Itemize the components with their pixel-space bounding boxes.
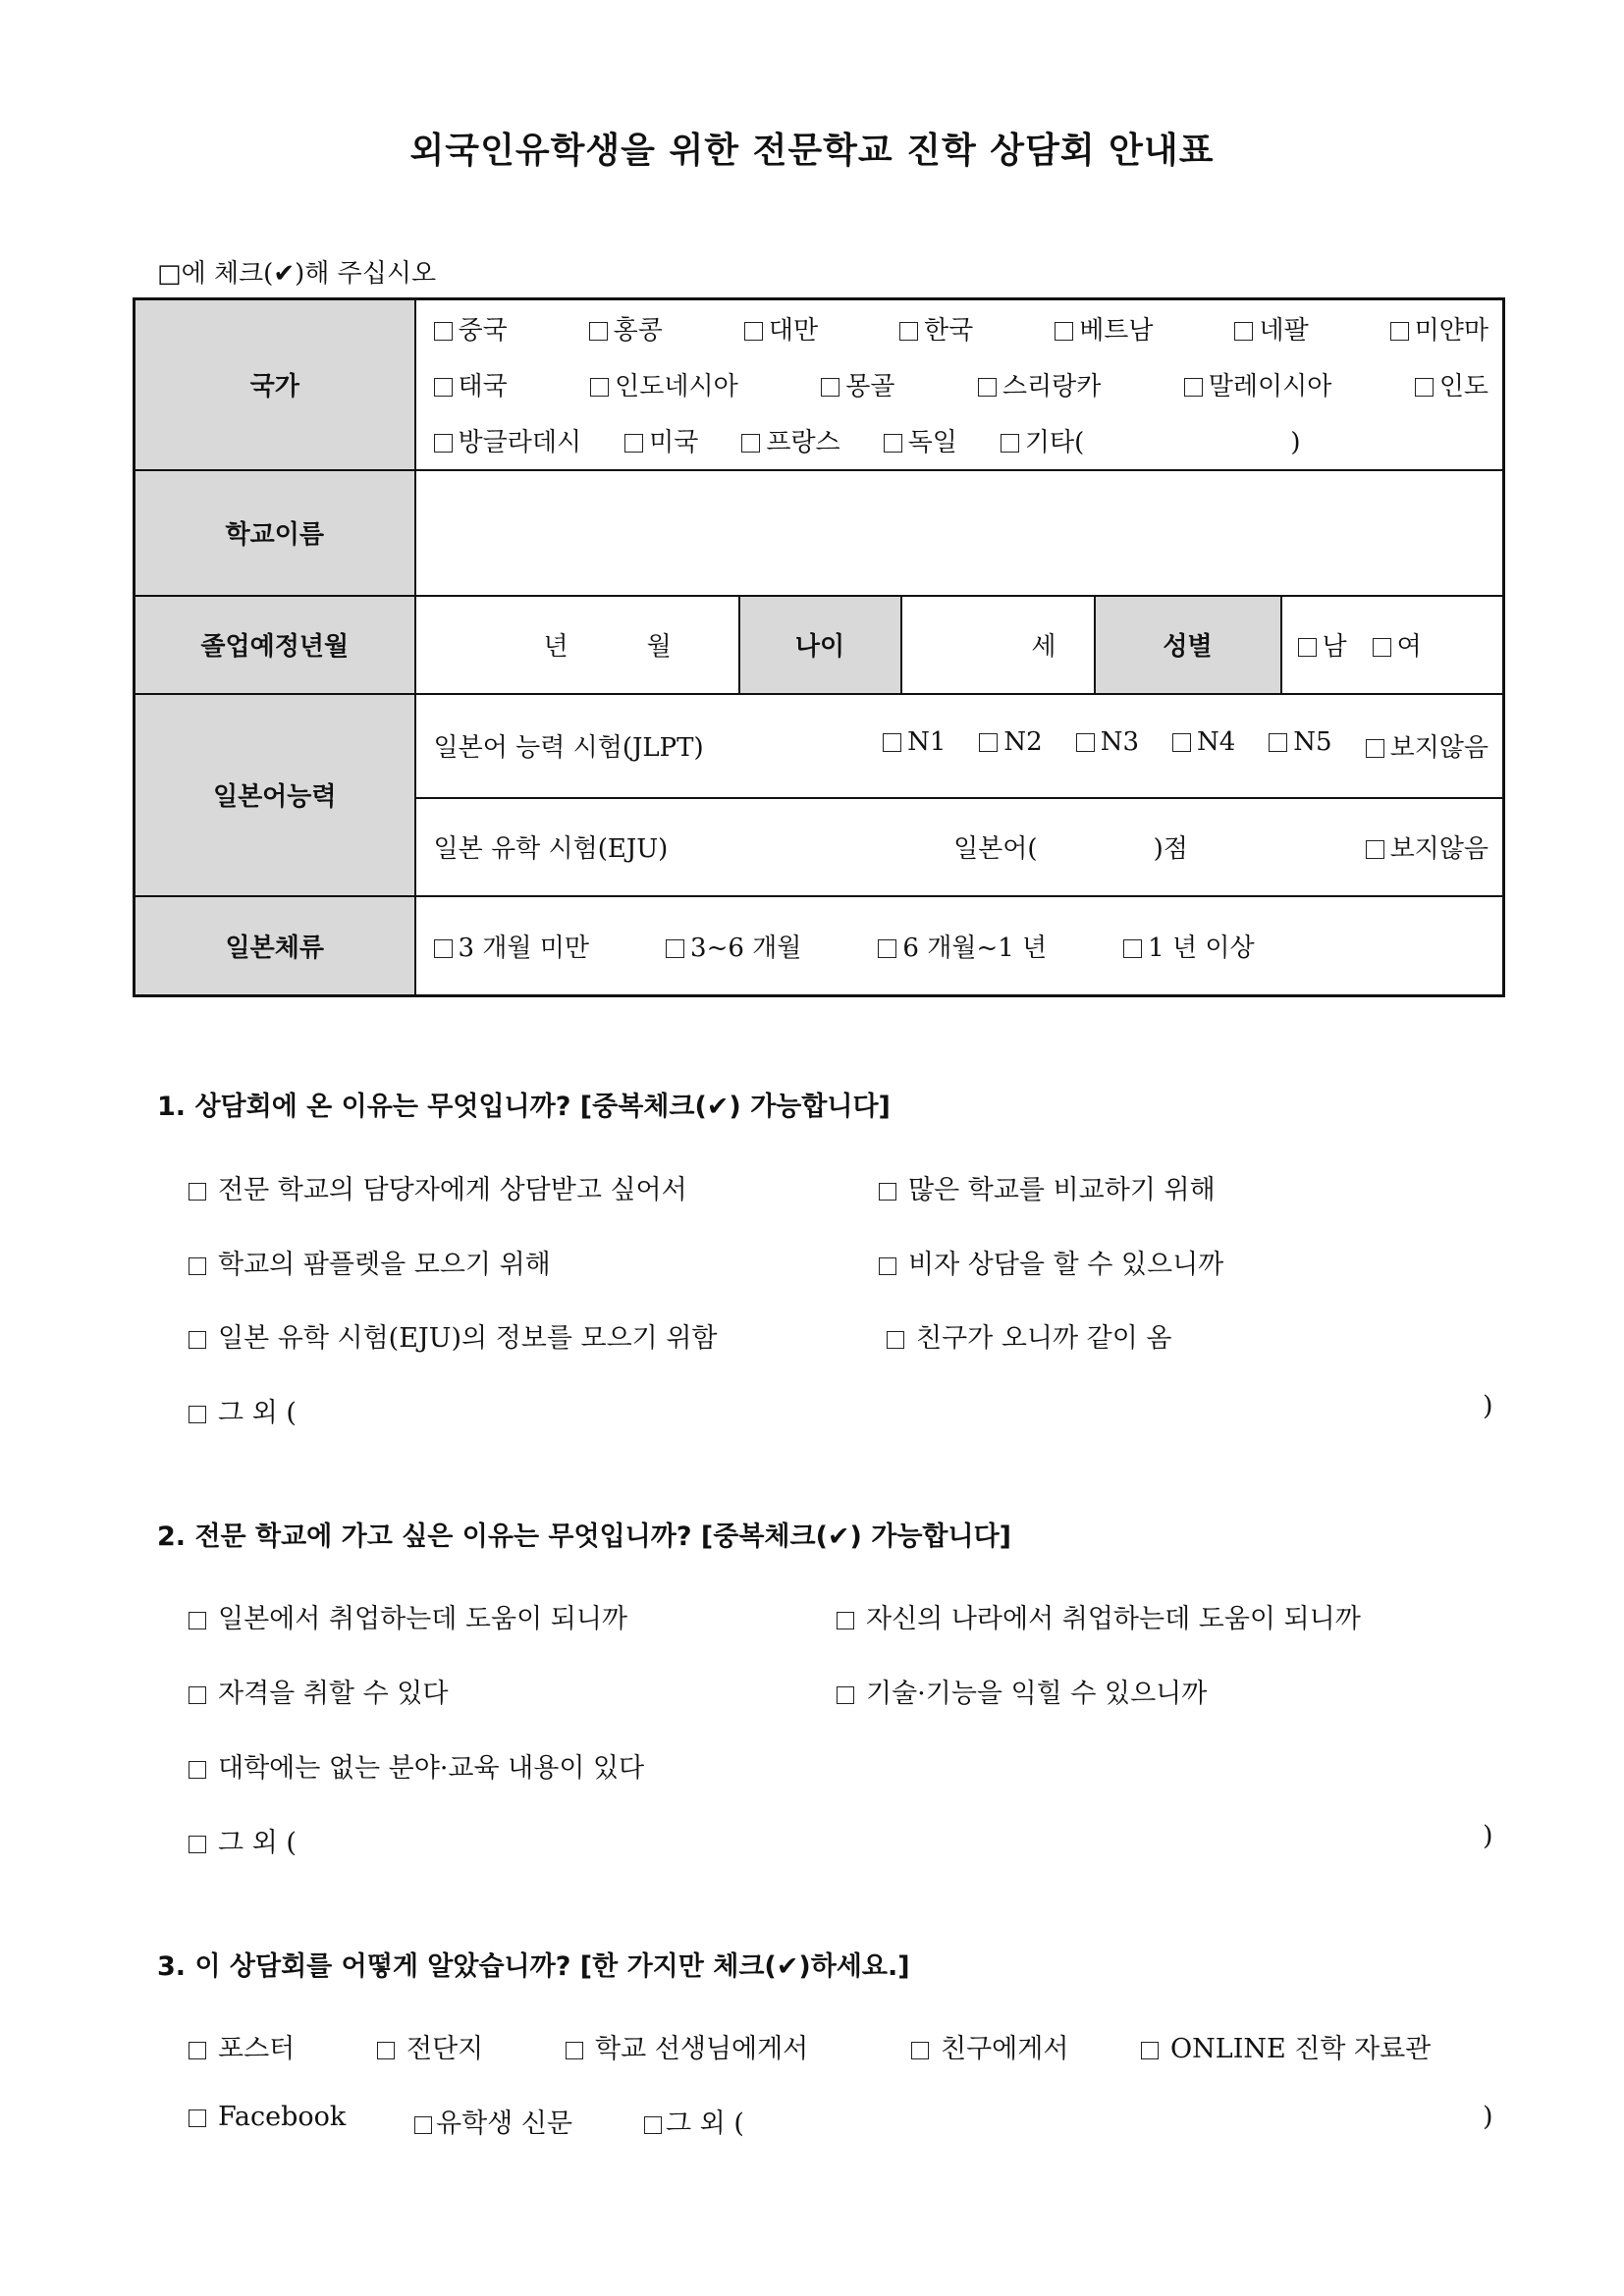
q1-option[interactable]: 친구가 오니까 같이 옴 <box>887 1316 1172 1355</box>
q3-option[interactable]: 전단지 <box>377 2027 483 2065</box>
q3-option[interactable]: 친구에게서 <box>911 2027 1068 2065</box>
eju-score-field[interactable]: 일본어( )점 <box>953 834 1188 864</box>
age-label: 나이 <box>739 596 901 694</box>
q3-option[interactable]: 유학생 신문 <box>414 2102 572 2140</box>
checkbox-icon[interactable] <box>590 378 609 397</box>
gender-female-option[interactable]: 여 <box>1373 626 1422 663</box>
country-option[interactable]: 한국 <box>899 310 973 347</box>
age-field[interactable] <box>901 596 1095 694</box>
checkbox-icon[interactable] <box>821 378 839 397</box>
checkbox-icon[interactable] <box>978 378 997 397</box>
country-option-other[interactable]: 기타( ) <box>1001 422 1301 458</box>
eju-label: 일본 유학 시험(EJU) <box>433 834 669 864</box>
checkbox-icon[interactable] <box>434 434 453 453</box>
checkbox-icon[interactable] <box>899 322 918 341</box>
checkbox-icon[interactable] <box>1055 322 1073 341</box>
checkbox-icon[interactable] <box>837 1686 854 1704</box>
checkbox-icon[interactable] <box>434 322 453 341</box>
graduation-label: 졸업예정년월 <box>135 596 415 694</box>
checkbox-icon[interactable] <box>189 1836 206 1853</box>
year-unit: 년 <box>543 632 568 662</box>
country-option[interactable]: 스리랑카 <box>978 366 1101 402</box>
checkbox-icon[interactable] <box>887 1331 904 1349</box>
japanese-ability-label: 일본어능력 <box>135 694 415 896</box>
eju-none-option[interactable]: 보지않음 <box>1366 828 1489 865</box>
country-option[interactable]: 미얀마 <box>1390 310 1489 347</box>
checkbox-icon[interactable] <box>1366 739 1384 758</box>
school-name-field[interactable] <box>415 470 1504 596</box>
q2-other-option[interactable]: 그 외 ( <box>189 1821 297 1859</box>
stay-option[interactable]: 3 개월 미만 <box>434 928 590 964</box>
q3-option[interactable]: Facebook <box>189 2102 346 2132</box>
country-row-2 <box>416 356 1503 412</box>
q1-option[interactable]: 많은 학교를 비교하기 위해 <box>879 1168 1216 1206</box>
checkbox-icon[interactable] <box>189 1406 206 1423</box>
country-option[interactable]: 홍콩 <box>589 310 663 347</box>
q2-heading: 2. 전문 학교에 가고 싶은 이유는 무엇입니까? [중복체크(✔) 가능합니다] <box>157 1522 1012 1552</box>
checkbox-icon[interactable] <box>434 939 453 958</box>
jlpt-option[interactable]: N2 <box>979 727 1042 764</box>
checkbox-icon[interactable] <box>1123 939 1142 958</box>
checkbox-icon[interactable] <box>1269 733 1287 752</box>
jlpt-row <box>415 694 1504 798</box>
checkbox-icon[interactable] <box>189 1183 206 1201</box>
checkbox-icon[interactable] <box>1076 733 1095 752</box>
checkbox-icon[interactable] <box>189 1761 206 1779</box>
country-option[interactable]: 몽골 <box>821 366 894 402</box>
checkbox-icon[interactable] <box>624 434 643 453</box>
q3-option[interactable]: 학교 선생님에게서 <box>566 2027 808 2065</box>
checkbox-icon[interactable] <box>1415 378 1434 397</box>
country-label: 국가 <box>135 299 415 470</box>
country-options <box>415 299 1504 470</box>
stay-option[interactable]: 1 년 이상 <box>1123 928 1254 964</box>
q2-option[interactable]: 자격을 취할 수 있다 <box>189 1672 448 1710</box>
country-option[interactable]: 베트남 <box>1055 310 1153 347</box>
q3-other-option[interactable]: 그 외 ( <box>644 2102 744 2140</box>
stay-option[interactable]: 6 개월~1 년 <box>878 928 1047 964</box>
jlpt-option[interactable]: N1 <box>883 727 946 764</box>
school-label: 학교이름 <box>135 470 415 596</box>
country-option[interactable]: 프랑스 <box>741 422 839 458</box>
checkbox-icon[interactable] <box>1298 638 1317 657</box>
country-option[interactable]: 대만 <box>744 310 818 347</box>
q3-option[interactable]: 포스터 <box>189 2027 295 2065</box>
q1-heading: 1. 상담회에 온 이유는 무엇입니까? [중복체크(✔) 가능합니다] <box>157 1092 891 1122</box>
graduation-field[interactable] <box>415 596 739 694</box>
q1-option[interactable]: 비자 상담을 할 수 있으니까 <box>879 1243 1223 1281</box>
checkbox-icon[interactable] <box>189 1257 206 1275</box>
country-option[interactable]: 미국 <box>624 422 698 458</box>
checkbox-icon[interactable] <box>837 1612 854 1629</box>
country-option[interactable]: 방글라데시 <box>434 422 582 458</box>
checkbox-icon[interactable] <box>377 2042 395 2059</box>
checkbox-icon[interactable] <box>1366 840 1384 859</box>
jlpt-option[interactable]: N4 <box>1172 727 1235 764</box>
eju-row <box>415 798 1504 896</box>
q2-other-close: ) <box>1483 1821 1493 1851</box>
q1-option[interactable]: 일본 유학 시험(EJU)의 정보를 모으기 위함 <box>189 1316 718 1355</box>
q2-option[interactable]: 자신의 나라에서 취업하는데 도움이 되니까 <box>837 1597 1361 1635</box>
checkbox-icon[interactable] <box>589 322 608 341</box>
jlpt-option[interactable]: N5 <box>1269 727 1331 764</box>
checkbox-icon[interactable] <box>883 733 901 752</box>
checkbox-icon[interactable] <box>1141 2042 1159 2059</box>
q2-option[interactable]: 기술·기능을 익힐 수 있으니까 <box>837 1672 1207 1710</box>
checkbox-icon[interactable] <box>434 378 453 397</box>
month-unit: 월 <box>646 632 672 662</box>
checkbox-icon[interactable] <box>189 1331 206 1349</box>
checkbox-icon[interactable] <box>666 939 684 958</box>
gender-options <box>1281 596 1504 694</box>
q2-option[interactable]: 일본에서 취업하는데 도움이 되니까 <box>189 1597 627 1635</box>
country-row-3 <box>416 412 1503 468</box>
checkbox-icon[interactable] <box>1373 638 1391 657</box>
checkbox-icon[interactable] <box>884 434 902 453</box>
stay-options <box>415 896 1504 996</box>
checkbox-icon[interactable] <box>189 2109 206 2127</box>
jlpt-option[interactable]: 보지않음 <box>1366 727 1489 764</box>
checkbox-icon[interactable] <box>879 1183 896 1201</box>
checkbox-icon[interactable] <box>879 1257 896 1275</box>
age-unit: 세 <box>1031 632 1056 662</box>
checkbox-icon[interactable] <box>1390 322 1409 341</box>
checkbox-icon[interactable] <box>744 322 763 341</box>
stay-option[interactable]: 3~6 개월 <box>666 928 801 964</box>
stay-label: 일본체류 <box>135 896 415 996</box>
q3-option[interactable]: ONLINE 진학 자료관 <box>1141 2027 1431 2065</box>
checkbox-icon[interactable] <box>414 2116 432 2134</box>
checkbox-icon[interactable] <box>189 1612 206 1629</box>
q3-other-close: ) <box>1483 2102 1493 2132</box>
checkbox-icon[interactable] <box>911 2042 929 2059</box>
q2-option[interactable]: 대학에는 없는 분야·교육 내용이 있다 <box>189 1746 644 1785</box>
country-option[interactable]: 말레이시아 <box>1184 366 1332 402</box>
checkbox-icon[interactable] <box>189 2042 206 2059</box>
country-row-1 <box>416 300 1503 356</box>
gender-label: 성별 <box>1095 596 1281 694</box>
checkbox-icon[interactable] <box>1234 322 1253 341</box>
page-title: 외국인유학생을 위한 전문학교 진학 상담회 안내표 <box>409 131 1215 171</box>
gender-male-option[interactable]: 남 <box>1298 626 1347 663</box>
checkbox-icon[interactable] <box>189 1686 206 1704</box>
checkbox-icon[interactable] <box>1184 378 1203 397</box>
checkbox-icon[interactable] <box>979 733 998 752</box>
country-option[interactable]: 태국 <box>434 366 508 402</box>
jlpt-option[interactable]: N3 <box>1076 727 1139 764</box>
checkbox-icon[interactable] <box>566 2042 583 2059</box>
country-option[interactable]: 중국 <box>434 310 508 347</box>
q1-option[interactable]: 학교의 팜플렛을 모으기 위해 <box>189 1243 551 1281</box>
checkbox-icon[interactable] <box>878 939 896 958</box>
checkbox-icon[interactable] <box>741 434 760 453</box>
country-option[interactable]: 네팔 <box>1234 310 1308 347</box>
applicant-info-table <box>133 297 1505 997</box>
country-option[interactable]: 독일 <box>884 422 957 458</box>
checkbox-icon[interactable] <box>1001 434 1019 453</box>
country-option[interactable]: 인도네시아 <box>590 366 738 402</box>
country-option[interactable]: 인도 <box>1415 366 1489 402</box>
q3-heading: 3. 이 상담회를 어떻게 알았습니까? [한 가지만 체크(✔)하세요.] <box>157 1951 910 1982</box>
checkbox-icon[interactable] <box>644 2116 662 2134</box>
q1-other-close: ) <box>1483 1391 1493 1421</box>
q1-option[interactable]: 전문 학교의 담당자에게 상담받고 싶어서 <box>189 1168 687 1206</box>
checkbox-icon[interactable] <box>1172 733 1191 752</box>
jlpt-label: 일본어 능력 시험(JLPT) <box>433 733 704 763</box>
q1-other-option[interactable]: 그 외 ( <box>189 1391 297 1429</box>
instruction-text: □에 체크(✔)해 주십시오 <box>157 259 437 289</box>
